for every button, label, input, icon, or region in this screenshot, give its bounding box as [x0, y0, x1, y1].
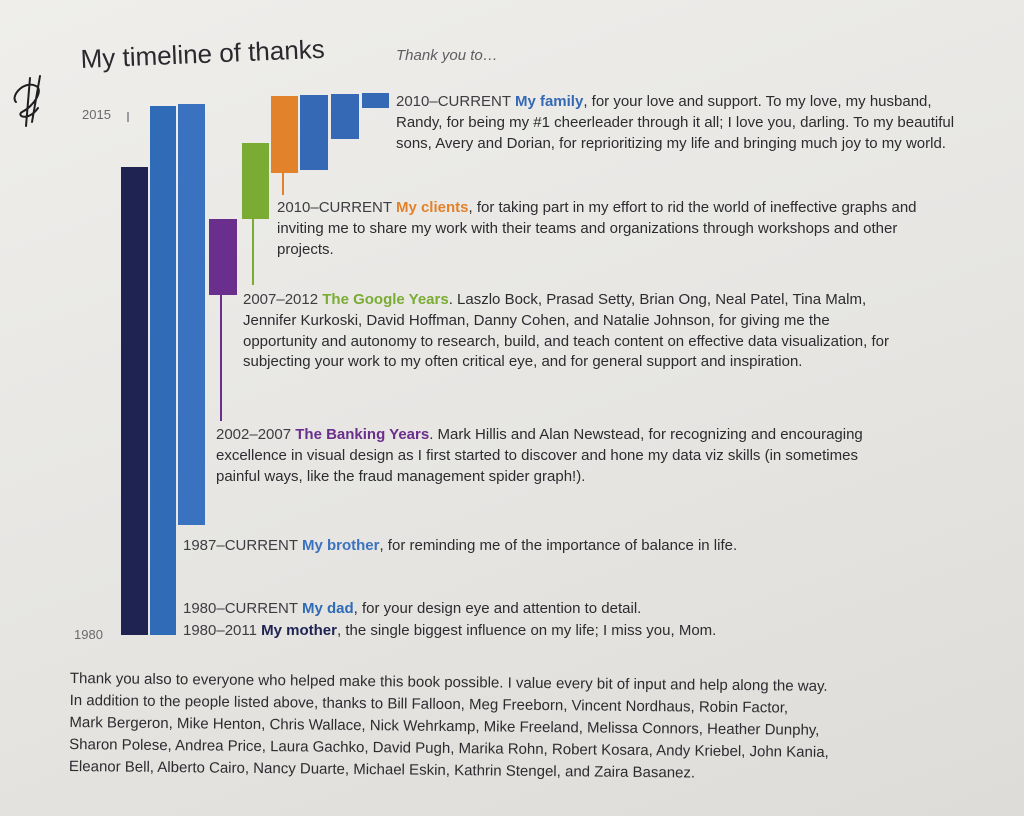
bar-brother — [178, 104, 205, 525]
bar-dad — [150, 106, 176, 635]
entry-mother — [183, 621, 903, 642]
entry-mother-name: My mother — [261, 622, 337, 639]
closing-line: Mark Bergeron, Mike Henton, Chris Wallace, Nick Wehrkamp, Mike Freeland, Melissa Connors, Heather Dunphy, — [69, 713, 820, 739]
entry-google-name: The Google Years — [322, 291, 449, 308]
entry-brother — [183, 536, 903, 557]
entry-clients-name: My clients — [395, 199, 469, 216]
entry-banking-period: 2002–2007 — [216, 426, 296, 443]
connector-google — [252, 219, 254, 285]
closing-line: Sharon Polese, Andrea Price, Laura Gachko, David Pugh, Marika Rohn, Robert Kosara, Andy Kriebel, John Kania, — [69, 735, 829, 761]
year-label-top: 2015 — [82, 107, 111, 122]
entry-family — [396, 92, 956, 154]
closing-line: In addition to the people listed above, thanks to Bill Falloon, Meg Freeborn, Vincent Nordhaus, Robin Factor, — [69, 691, 789, 717]
connector-clients — [282, 173, 284, 195]
entry-mother-text: , the single biggest influence on my life; I miss you, Mom. — [336, 622, 717, 639]
bar-mother — [121, 167, 148, 635]
entry-clients-text: , for taking part in my effort to rid the world of ineffective graphs and inviting me to share my work with their teams and organizations through workshops and other projects. — [277, 199, 917, 258]
entry-brother-name: My brother — [301, 537, 380, 554]
entry-dad-text: , for your design eye and attention to detail. — [353, 600, 642, 617]
entry-dad — [183, 599, 903, 620]
entry-family-text: , for your love and support. To my love, my husband, Randy, for being my #1 cheerleader through it all; I love you, darling. To my beautiful sons, Avery and Dorian, for reprioritizing my life and bringing much joy to my world. — [396, 93, 955, 152]
year-label-bottom: 1980 — [74, 627, 103, 642]
entry-google-text: . Laszlo Bock, Prasad Setty, Brian Ong, Neal Patel, Tina Malm, Jennifer Kurkoski, David Hoffman, Danny Cohen, and Natalie Johnson, for giving me the opportunity and autonomy to research, build, and teach content on effective data visualization, for subjecting your work to my often critical eye, and for general support and inspiration. — [243, 291, 889, 371]
bar-banking — [209, 219, 237, 295]
closing-line: Thank you also to everyone who helped make this book possible. I value every bit of input and help along the way. — [69, 669, 828, 695]
bar-family-1 — [300, 95, 328, 170]
connector-banking — [220, 295, 222, 421]
entry-mother-period: 1980–2011 — [183, 622, 262, 639]
entry-clients-period: 2010–CURRENT — [277, 199, 396, 216]
subheading: Thank you to… — [396, 47, 498, 64]
bar-google — [242, 143, 269, 219]
closing-line: Eleanor Bell, Alberto Cairo, Nancy Duarte, Michael Eskin, Kathrin Stengel, and Zaira Basanez. — [68, 757, 696, 782]
entry-google-period: 2007–2012 — [243, 291, 323, 308]
entry-dad-name: My dad — [301, 600, 354, 617]
bar-family-3 — [362, 93, 389, 108]
entry-brother-text: , for reminding me of the importance of balance in life. — [379, 537, 738, 554]
entry-banking — [216, 425, 906, 487]
entry-clients — [277, 198, 957, 260]
closing-paragraph — [69, 668, 995, 788]
page-title: My timeline of thanks — [80, 33, 326, 74]
bar-family-2 — [331, 94, 359, 139]
entry-family-name: My family — [514, 93, 584, 110]
signature-mark — [8, 72, 50, 128]
axis-tick-top — [127, 112, 129, 122]
entry-google — [243, 290, 903, 373]
entry-banking-text: . Mark Hillis and Alan Newstead, for recognizing and encouraging excellence in visual design as I first started to discover and hone my data viz skills (in sometimes painful ways, like the fraud management spider graph!). — [216, 426, 863, 485]
entry-brother-period: 1987–CURRENT — [183, 537, 302, 554]
entry-family-period: 2010–CURRENT — [396, 93, 515, 110]
entry-dad-period: 1980–CURRENT — [183, 600, 302, 617]
bar-clients — [271, 96, 298, 173]
entry-banking-name: The Banking Years — [295, 426, 430, 443]
